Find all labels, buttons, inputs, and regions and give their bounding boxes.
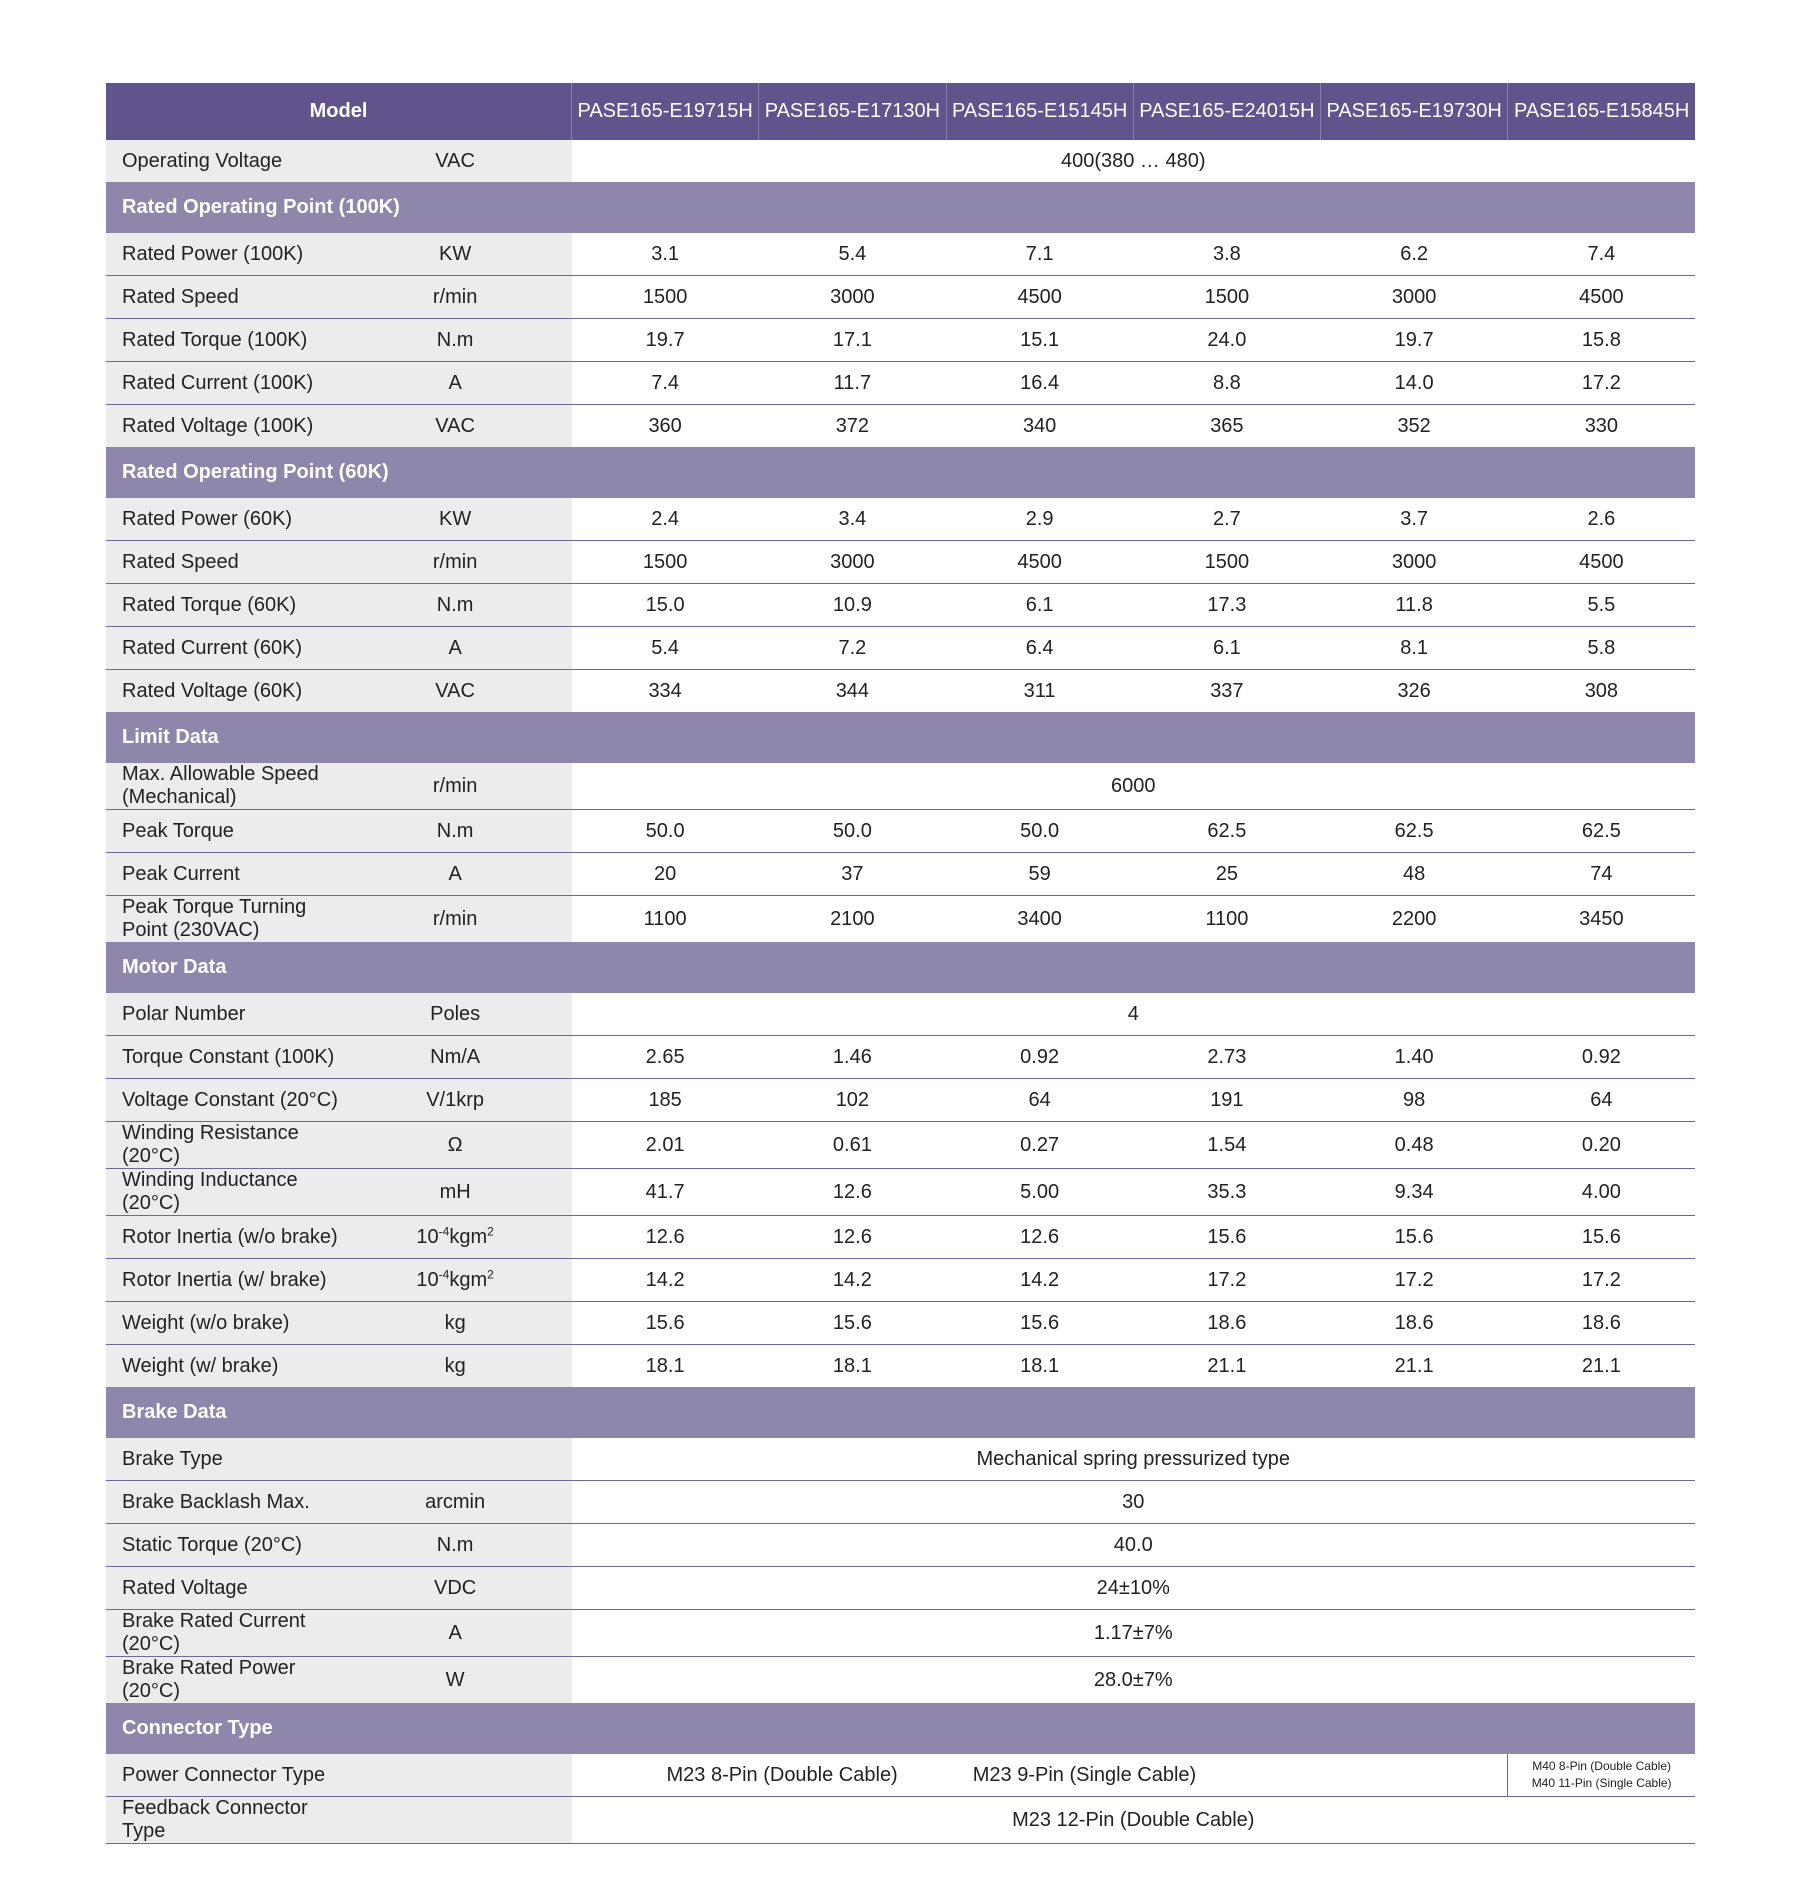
- row-value: 334: [572, 670, 759, 713]
- row-value: 3450: [1508, 896, 1695, 943]
- row-value: 1100: [572, 896, 759, 943]
- model-name: PASE165-E15845H: [1508, 83, 1695, 140]
- table-row: [106, 1657, 1695, 1704]
- row-value: 19.7: [572, 319, 759, 362]
- row-value: 185: [572, 1079, 759, 1122]
- row-label: Rotor Inertia (w/o brake): [106, 1216, 339, 1259]
- row-value: 6.2: [1321, 233, 1508, 276]
- row-unit: r/min: [339, 896, 572, 943]
- row-value: 0.61: [759, 1122, 946, 1169]
- row-value: 15.6: [1508, 1216, 1695, 1259]
- row-value: 1500: [572, 276, 759, 319]
- row-value: 1500: [1133, 276, 1320, 319]
- row-value: 37: [759, 853, 946, 896]
- row-value: 41.7: [572, 1169, 759, 1216]
- unit-exp: 2: [487, 1266, 494, 1281]
- row-unit: [339, 1797, 572, 1844]
- table-row: [106, 1797, 1695, 1844]
- table-row: [106, 1122, 1695, 1169]
- row-value: 62.5: [1321, 810, 1508, 853]
- row-value: 15.6: [759, 1302, 946, 1345]
- row-value: 5.4: [759, 233, 946, 276]
- row-label: Winding Resistance (20°C): [106, 1122, 339, 1169]
- row-value: 15.1: [946, 319, 1133, 362]
- row-value: 1.54: [1133, 1122, 1320, 1169]
- row-unit: Poles: [339, 993, 572, 1036]
- row-value: 1.17±7%: [572, 1610, 1696, 1657]
- row-unit: N.m: [339, 1524, 572, 1567]
- row-value: 16.4: [946, 362, 1133, 405]
- table-row: [106, 670, 1695, 713]
- table-row: [106, 810, 1695, 853]
- row-unit: [339, 1438, 572, 1481]
- row-value: 2100: [759, 896, 946, 943]
- model-label: Model: [106, 83, 572, 140]
- row-value: M23 12-Pin (Double Cable): [572, 1797, 1696, 1844]
- row-value: 64: [1508, 1079, 1695, 1122]
- table-row: [106, 1345, 1695, 1388]
- row-label: Static Torque (20°C): [106, 1524, 339, 1567]
- row-value: 18.6: [1508, 1302, 1695, 1345]
- table-row: [106, 1438, 1695, 1481]
- row-label: Rated Torque (60K): [106, 584, 339, 627]
- row-unit: A: [339, 1610, 572, 1657]
- row-value: 4500: [1508, 276, 1695, 319]
- table-row: [106, 627, 1695, 670]
- row-value: 62.5: [1508, 810, 1695, 853]
- section-title: Rated Operating Point (100K): [106, 182, 1695, 233]
- row-value: 17.3: [1133, 584, 1320, 627]
- row-value: 18.1: [946, 1345, 1133, 1388]
- inertia-unit: [416, 1266, 494, 1291]
- table-row: [106, 584, 1695, 627]
- row-unit: W: [339, 1657, 572, 1704]
- row-value: 7.1: [946, 233, 1133, 276]
- row-value: 19.7: [1321, 319, 1508, 362]
- row-value: 18.1: [572, 1345, 759, 1388]
- row-value: 3000: [759, 276, 946, 319]
- table-row: [106, 233, 1695, 276]
- row-value: 6.1: [946, 584, 1133, 627]
- row-label: Peak Torque Turning Point (230VAC): [106, 896, 339, 943]
- row-unit: kg: [339, 1345, 572, 1388]
- row-value: 12.6: [759, 1169, 946, 1216]
- table-row: [106, 498, 1695, 541]
- row-unit: N.m: [339, 810, 572, 853]
- table-row: [106, 1259, 1695, 1302]
- row-value: 11.7: [759, 362, 946, 405]
- row-value: 4500: [946, 541, 1133, 584]
- row-value: 17.2: [1508, 362, 1695, 405]
- row-value: Mechanical spring pressurized type: [572, 1438, 1696, 1481]
- row-value: 3000: [1321, 541, 1508, 584]
- row-value: 50.0: [946, 810, 1133, 853]
- row-unit: mH: [339, 1169, 572, 1216]
- row-value: 1100: [1133, 896, 1320, 943]
- row-value: 15.6: [1133, 1216, 1320, 1259]
- row-value: 12.6: [946, 1216, 1133, 1259]
- row-value: 28.0±7%: [572, 1657, 1696, 1704]
- row-label: Rotor Inertia (w/ brake): [106, 1259, 339, 1302]
- row-label: Rated Torque (100K): [106, 319, 339, 362]
- row-value: 2.6: [1508, 498, 1695, 541]
- table-row: [106, 1754, 1695, 1797]
- row-unit: Ω: [339, 1122, 572, 1169]
- row-unit: arcmin: [339, 1481, 572, 1524]
- row-value: 35.3: [1133, 1169, 1320, 1216]
- row-unit: A: [339, 362, 572, 405]
- row-label: Rated Speed: [106, 541, 339, 584]
- row-label: Weight (w/o brake): [106, 1302, 339, 1345]
- row-value: 50.0: [572, 810, 759, 853]
- row-unit: r/min: [339, 763, 572, 810]
- row-value: 25: [1133, 853, 1320, 896]
- row-label: Rated Voltage: [106, 1567, 339, 1610]
- row-value: 6.1: [1133, 627, 1320, 670]
- unit-exp: 2: [487, 1223, 494, 1238]
- row-value: 59: [946, 853, 1133, 896]
- row-value: 6000: [572, 763, 1696, 810]
- row-label: Operating Voltage: [106, 140, 339, 182]
- row-value: 5.4: [572, 627, 759, 670]
- header-row: [106, 83, 1695, 140]
- unit-exp: -4: [438, 1266, 450, 1281]
- row-value: 30: [572, 1481, 1696, 1524]
- row-value: 8.8: [1133, 362, 1320, 405]
- row-unit: VAC: [339, 670, 572, 713]
- unit-mid: kgm: [449, 1268, 488, 1291]
- row-label: Rated Current (60K): [106, 627, 339, 670]
- row-value: 330: [1508, 405, 1695, 448]
- inertia-unit: [416, 1223, 494, 1248]
- row-value: 15.6: [946, 1302, 1133, 1345]
- row-value: 40.0: [572, 1524, 1696, 1567]
- row-value: 10.9: [759, 584, 946, 627]
- row-value: [572, 1754, 1508, 1797]
- row-value: 0.27: [946, 1122, 1133, 1169]
- table-row: [106, 1524, 1695, 1567]
- table-row: [106, 1567, 1695, 1610]
- unit-exp: -4: [438, 1223, 450, 1238]
- row-value: 48: [1321, 853, 1508, 896]
- table-row: [106, 276, 1695, 319]
- row-value: 15.6: [1321, 1216, 1508, 1259]
- row-label: Max. Allowable Speed (Mechanical): [106, 763, 339, 810]
- row-value: 3.1: [572, 233, 759, 276]
- row-unit: N.m: [339, 319, 572, 362]
- row-value: 337: [1133, 670, 1320, 713]
- row-value: 74: [1508, 853, 1695, 896]
- row-value: 0.92: [1508, 1036, 1695, 1079]
- row-value: 3.8: [1133, 233, 1320, 276]
- row-label: Winding Inductance (20°C): [106, 1169, 339, 1216]
- table-row: [106, 1302, 1695, 1345]
- row-unit: KW: [339, 233, 572, 276]
- unit-base: 10: [416, 1225, 439, 1248]
- row-value: 365: [1133, 405, 1320, 448]
- row-label: Voltage Constant (20°C): [106, 1079, 339, 1122]
- row-label: Rated Current (100K): [106, 362, 339, 405]
- row-value: 14.2: [572, 1259, 759, 1302]
- power-connector-b: M23 9-Pin (Single Cable): [972, 1763, 1197, 1786]
- model-name: PASE165-E15145H: [946, 83, 1133, 140]
- table-row: [106, 896, 1695, 943]
- table-row: [106, 1036, 1695, 1079]
- row-value: 21.1: [1508, 1345, 1695, 1388]
- row-value: 2.01: [572, 1122, 759, 1169]
- row-label: Rated Power (60K): [106, 498, 339, 541]
- row-label: Weight (w/ brake): [106, 1345, 339, 1388]
- row-value: 311: [946, 670, 1133, 713]
- row-value: 14.2: [946, 1259, 1133, 1302]
- row-value: 4500: [1508, 541, 1695, 584]
- row-value: 5.8: [1508, 627, 1695, 670]
- row-value: 3.7: [1321, 498, 1508, 541]
- row-value: 2.7: [1133, 498, 1320, 541]
- row-value: 2200: [1321, 896, 1508, 943]
- row-value: 0.92: [946, 1036, 1133, 1079]
- row-value: 372: [759, 405, 946, 448]
- table-row: [106, 362, 1695, 405]
- section-title: Motor Data: [106, 942, 1695, 993]
- row-unit: V/1krp: [339, 1079, 572, 1122]
- row-value: 15.0: [572, 584, 759, 627]
- row-label: Feedback Connector Type: [106, 1797, 339, 1844]
- row-value: 6.4: [946, 627, 1133, 670]
- row-value: 8.1: [1321, 627, 1508, 670]
- row-label: Power Connector Type: [106, 1754, 339, 1797]
- spec-table: [106, 83, 1695, 1844]
- row-value: 5.5: [1508, 584, 1695, 627]
- row-unit: kg: [339, 1302, 572, 1345]
- row-value: 4: [572, 993, 1696, 1036]
- row-value: 17.2: [1133, 1259, 1320, 1302]
- model-name: PASE165-E17130H: [759, 83, 946, 140]
- row-value: 102: [759, 1079, 946, 1122]
- row-value: 17.2: [1508, 1259, 1695, 1302]
- section-header: [106, 1387, 1695, 1438]
- model-name: PASE165-E24015H: [1133, 83, 1320, 140]
- row-value: 3000: [1321, 276, 1508, 319]
- row-value: 191: [1133, 1079, 1320, 1122]
- table-row: [106, 405, 1695, 448]
- row-value: 340: [946, 405, 1133, 448]
- row-value: 1500: [572, 541, 759, 584]
- row-value: 12.6: [759, 1216, 946, 1259]
- power-connector-c1: M40 8-Pin (Double Cable): [1532, 1759, 1671, 1773]
- unit-base: 10: [416, 1268, 439, 1291]
- table-row: [106, 1169, 1695, 1216]
- row-value: 4500: [946, 276, 1133, 319]
- row-value: 1500: [1133, 541, 1320, 584]
- row-value: 11.8: [1321, 584, 1508, 627]
- row-unit: r/min: [339, 276, 572, 319]
- row-value: 3.4: [759, 498, 946, 541]
- row-unit: KW: [339, 498, 572, 541]
- row-value: 326: [1321, 670, 1508, 713]
- row-value: 17.1: [759, 319, 946, 362]
- row-value: [1508, 1754, 1695, 1797]
- row-value: 0.48: [1321, 1122, 1508, 1169]
- row-unit: VAC: [339, 405, 572, 448]
- row-value: 4.00: [1508, 1169, 1695, 1216]
- row-value: 5.00: [946, 1169, 1133, 1216]
- model-name: PASE165-E19715H: [572, 83, 759, 140]
- section-header: [106, 447, 1695, 498]
- unit-mid: kgm: [449, 1225, 488, 1248]
- row-value: 3400: [946, 896, 1133, 943]
- section-title: Rated Operating Point (60K): [106, 447, 1695, 498]
- table-row: [106, 1216, 1695, 1259]
- row-value: 2.73: [1133, 1036, 1320, 1079]
- row-value: 21.1: [1133, 1345, 1320, 1388]
- row-unit: VAC: [339, 140, 572, 182]
- table-row: [106, 1610, 1695, 1657]
- section-header: [106, 182, 1695, 233]
- section-title: Brake Data: [106, 1387, 1695, 1438]
- section-header: [106, 942, 1695, 993]
- row-value: 17.2: [1321, 1259, 1508, 1302]
- row-unit: N.m: [339, 584, 572, 627]
- section-title: Connector Type: [106, 1703, 1695, 1754]
- row-value: 360: [572, 405, 759, 448]
- row-value: 18.6: [1133, 1302, 1320, 1345]
- row-value: 15.8: [1508, 319, 1695, 362]
- table-row: [106, 140, 1695, 182]
- row-value: 20: [572, 853, 759, 896]
- row-value: 21.1: [1321, 1345, 1508, 1388]
- row-label: Peak Torque: [106, 810, 339, 853]
- section-header: [106, 712, 1695, 763]
- row-unit: [339, 1754, 572, 1797]
- row-value: 0.20: [1508, 1122, 1695, 1169]
- row-label: Peak Current: [106, 853, 339, 896]
- row-value: 50.0: [759, 810, 946, 853]
- table-row: [106, 993, 1695, 1036]
- row-value: 7.4: [572, 362, 759, 405]
- row-value: 352: [1321, 405, 1508, 448]
- row-value: 2.9: [946, 498, 1133, 541]
- row-value: 400(380 … 480): [572, 140, 1696, 182]
- row-label: Brake Backlash Max.: [106, 1481, 339, 1524]
- row-value: 62.5: [1133, 810, 1320, 853]
- row-unit: [339, 1259, 572, 1302]
- row-value: 7.4: [1508, 233, 1695, 276]
- row-value: 18.1: [759, 1345, 946, 1388]
- row-value: 64: [946, 1079, 1133, 1122]
- table-row: [106, 1481, 1695, 1524]
- row-label: Torque Constant (100K): [106, 1036, 339, 1079]
- row-value: 3000: [759, 541, 946, 584]
- row-value: 24±10%: [572, 1567, 1696, 1610]
- row-unit: r/min: [339, 541, 572, 584]
- row-value: 308: [1508, 670, 1695, 713]
- row-label: Rated Voltage (60K): [106, 670, 339, 713]
- row-unit: A: [339, 627, 572, 670]
- row-label: Rated Power (100K): [106, 233, 339, 276]
- table-row: [106, 1079, 1695, 1122]
- row-value: 24.0: [1133, 319, 1320, 362]
- row-label: Rated Voltage (100K): [106, 405, 339, 448]
- table-row: [106, 763, 1695, 810]
- model-name: PASE165-E19730H: [1321, 83, 1508, 140]
- table-row: [106, 853, 1695, 896]
- row-label: Brake Type: [106, 1438, 339, 1481]
- table-row: [106, 319, 1695, 362]
- power-connector-c2: M40 11-Pin (Single Cable): [1531, 1776, 1672, 1790]
- row-value: 344: [759, 670, 946, 713]
- row-value: 14.2: [759, 1259, 946, 1302]
- row-label: Brake Rated Current (20°C): [106, 1610, 339, 1657]
- row-value: 9.34: [1321, 1169, 1508, 1216]
- row-value: 1.46: [759, 1036, 946, 1079]
- row-value: 2.65: [572, 1036, 759, 1079]
- row-value: 2.4: [572, 498, 759, 541]
- row-value: 1.40: [1321, 1036, 1508, 1079]
- row-unit: VDC: [339, 1567, 572, 1610]
- row-value: 98: [1321, 1079, 1508, 1122]
- row-label: Brake Rated Power (20°C): [106, 1657, 339, 1704]
- row-value: 15.6: [572, 1302, 759, 1345]
- section-header: [106, 1703, 1695, 1754]
- row-label: Rated Speed: [106, 276, 339, 319]
- section-title: Limit Data: [106, 712, 1695, 763]
- row-value: 14.0: [1321, 362, 1508, 405]
- row-unit: A: [339, 853, 572, 896]
- row-unit: Nm/A: [339, 1036, 572, 1079]
- row-unit: [339, 1216, 572, 1259]
- row-value: 7.2: [759, 627, 946, 670]
- power-connector-a: M23 8-Pin (Double Cable): [666, 1763, 898, 1786]
- row-label: Polar Number: [106, 993, 339, 1036]
- row-value: 12.6: [572, 1216, 759, 1259]
- table-row: [106, 541, 1695, 584]
- row-value: 18.6: [1321, 1302, 1508, 1345]
